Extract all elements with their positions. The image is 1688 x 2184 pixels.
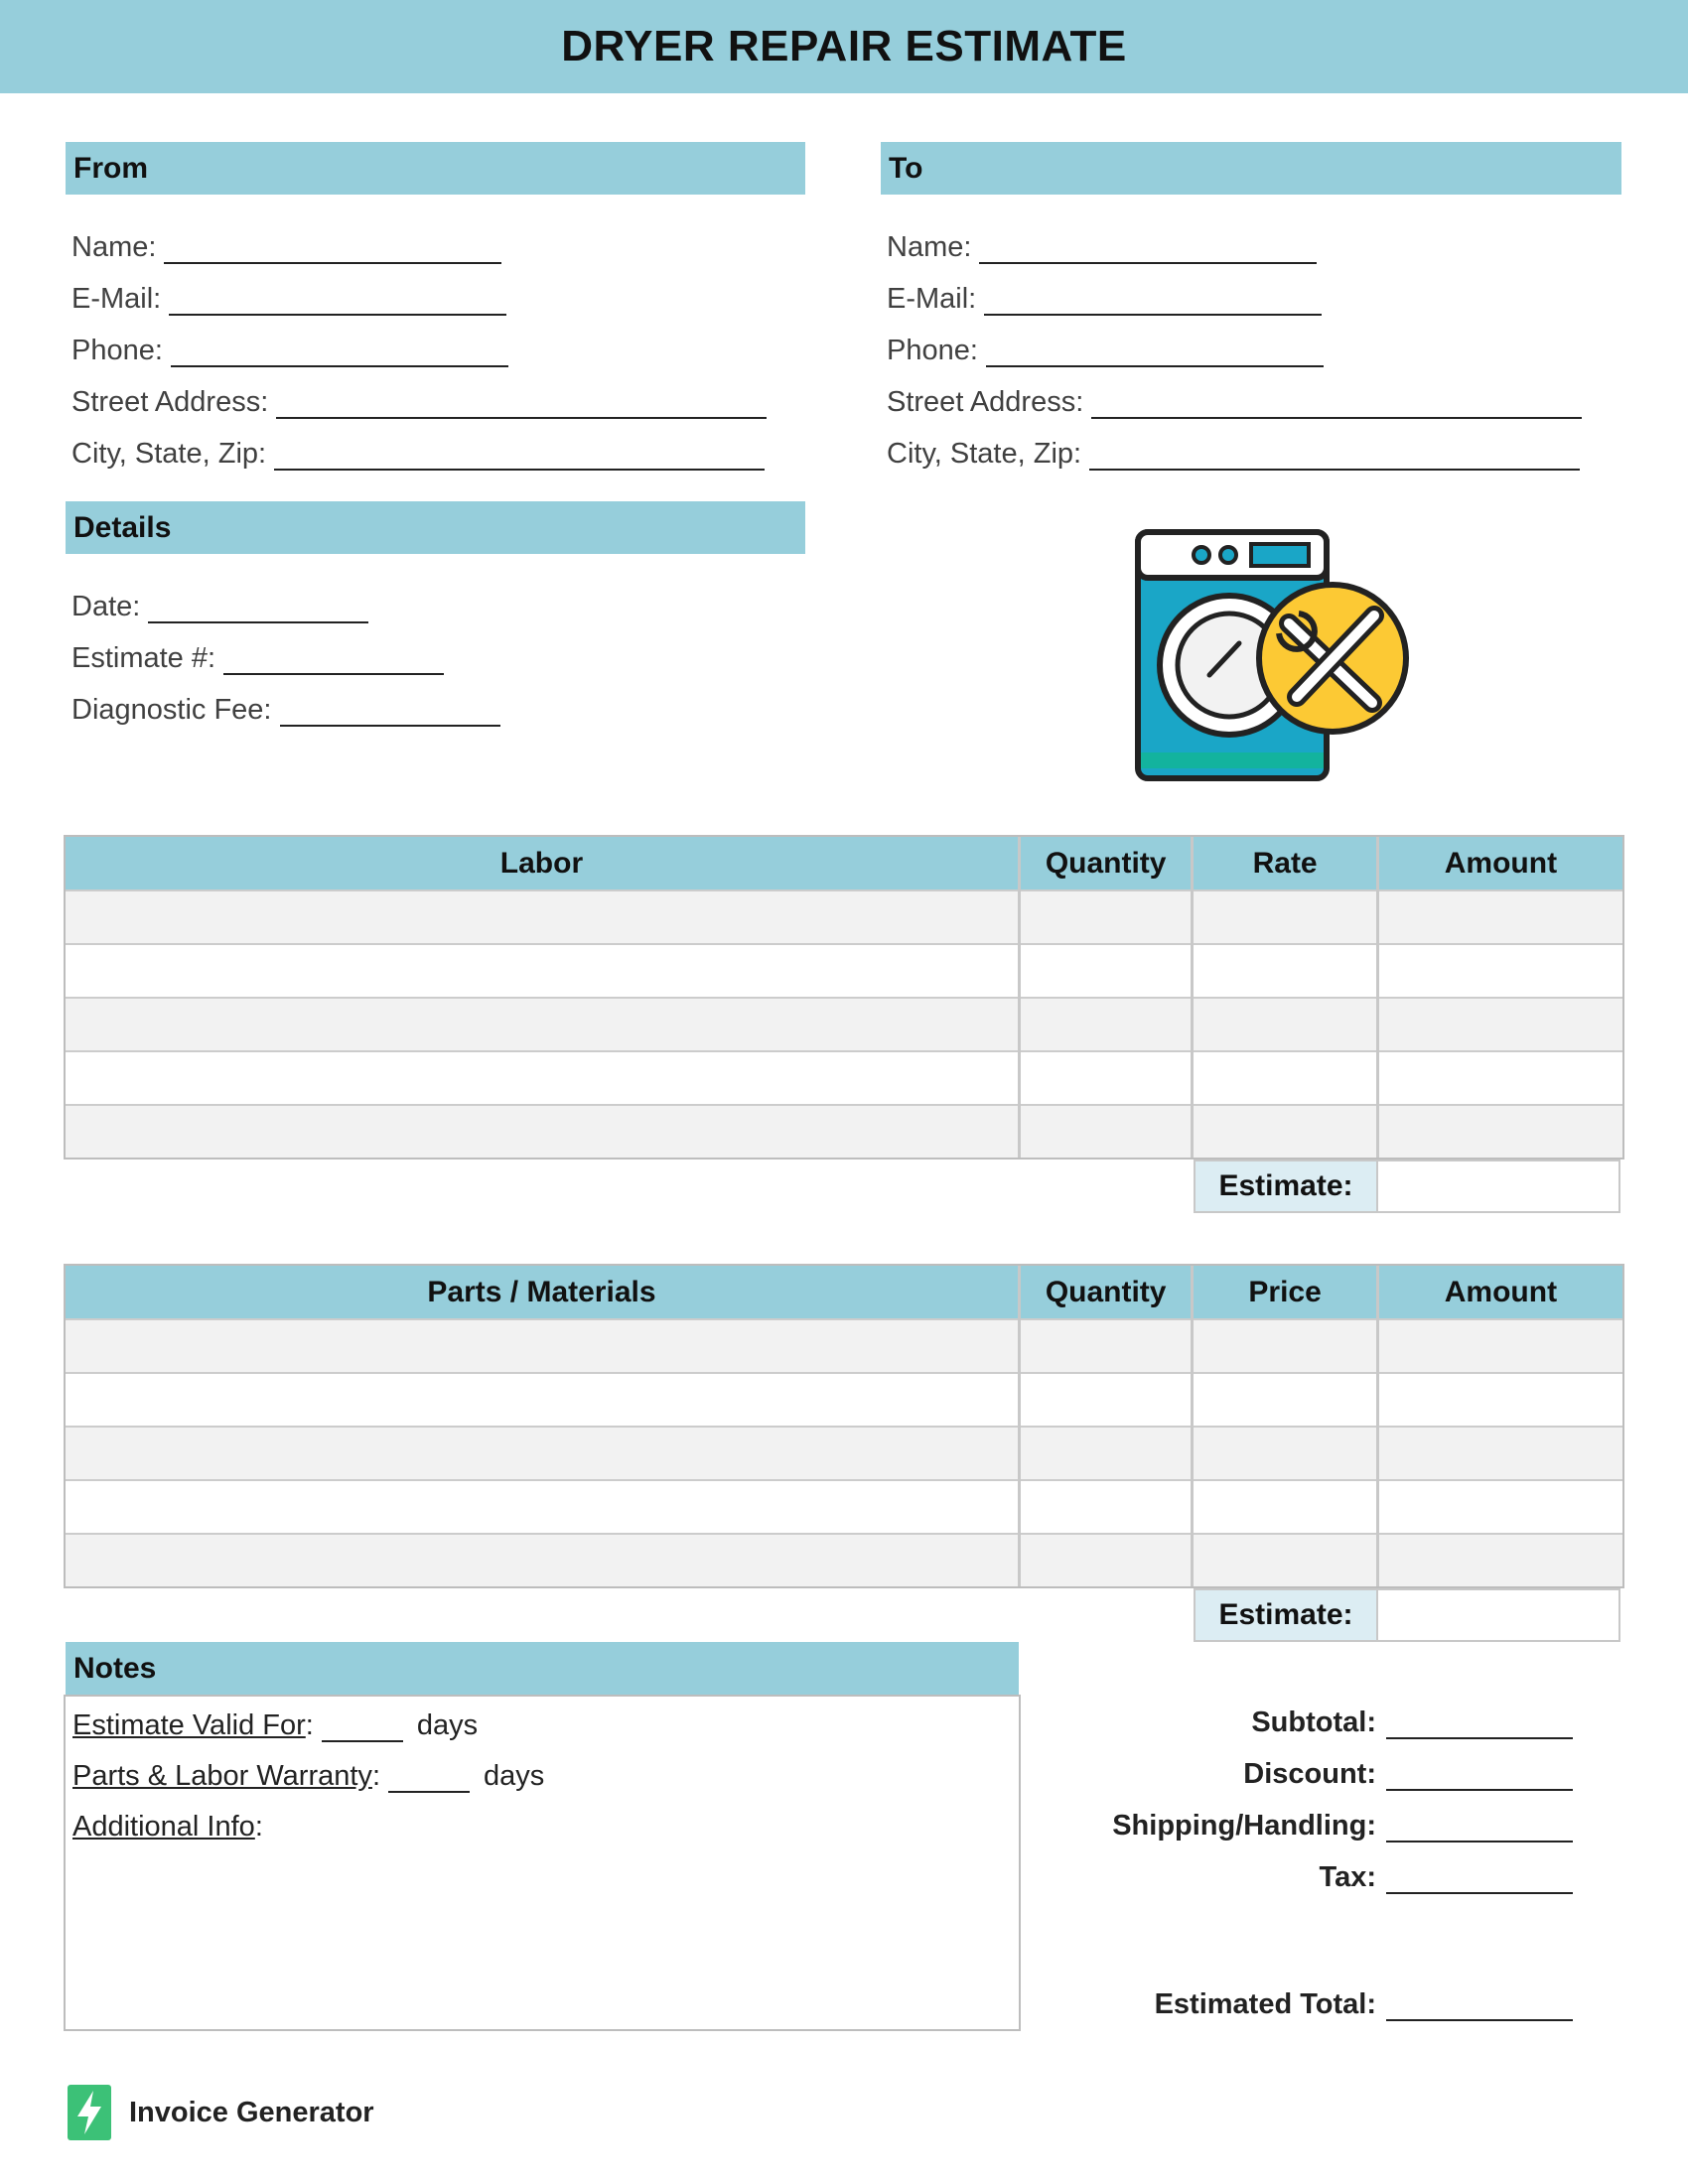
labor-amount-cell[interactable] — [1377, 890, 1622, 944]
parts-col-amount: Amount — [1377, 1266, 1622, 1319]
estimate-valid-colon: : — [305, 1709, 314, 1741]
to-email-line[interactable] — [984, 286, 1322, 316]
additional-info-label: Additional Info — [72, 1811, 255, 1843]
estimate-valid-blank[interactable] — [322, 1716, 403, 1742]
labor-table — [64, 835, 1624, 1160]
parts-estimate-box — [1194, 1588, 1620, 1642]
parts-col-materials: Parts / Materials — [66, 1266, 1019, 1319]
tax-line[interactable] — [1386, 1864, 1573, 1894]
parts-quantity-cell[interactable] — [1019, 1534, 1192, 1586]
to-heading: To — [881, 142, 1621, 195]
labor-estimate-label: Estimate: — [1194, 1160, 1378, 1213]
dryer-knob-icon — [1220, 547, 1236, 563]
parts-description-cell[interactable] — [66, 1319, 1019, 1373]
labor-col-amount: Amount — [1377, 837, 1622, 890]
table-row — [66, 1051, 1622, 1105]
brand-name: Invoice Generator — [129, 2096, 374, 2128]
labor-amount-cell[interactable] — [1377, 998, 1622, 1051]
details-fields — [71, 584, 806, 727]
dryer-base-stripe — [1141, 752, 1324, 768]
dryer-repair-icon — [1132, 526, 1410, 789]
estimated-total-line[interactable] — [1386, 1991, 1573, 2021]
from-street-label: Street Address: — [71, 386, 269, 418]
warranty-colon: : — [371, 1760, 380, 1792]
parts-description-cell[interactable] — [66, 1480, 1019, 1534]
parts-quantity-cell[interactable] — [1019, 1427, 1192, 1480]
subtotal-label: Subtotal: — [1251, 1706, 1376, 1738]
labor-col-labor: Labor — [66, 837, 1019, 890]
tax-row[interactable] — [1053, 1854, 1573, 1894]
parts-price-cell[interactable] — [1193, 1534, 1377, 1586]
from-phone-label: Phone: — [71, 335, 163, 366]
from-city-label: City, State, Zip: — [71, 438, 267, 470]
labor-amount-cell[interactable] — [1377, 1051, 1622, 1105]
diagnostic-fee-label: Diagnostic Fee: — [71, 694, 272, 726]
notes-content — [66, 1697, 1019, 1843]
tax-label: Tax: — [1319, 1861, 1376, 1893]
labor-rate-cell[interactable] — [1193, 998, 1377, 1051]
document-title: DRYER REPAIR ESTIMATE — [561, 22, 1127, 70]
estimate-number-field[interactable] — [71, 635, 806, 675]
shipping-label: Shipping/Handling: — [1112, 1810, 1376, 1842]
shipping-line[interactable] — [1386, 1813, 1573, 1843]
from-phone-field[interactable] — [71, 328, 806, 367]
from-name-field[interactable] — [71, 224, 806, 264]
labor-description-cell[interactable] — [66, 1105, 1019, 1158]
parts-description-cell[interactable] — [66, 1427, 1019, 1480]
parts-amount-cell[interactable] — [1377, 1319, 1622, 1373]
labor-quantity-cell[interactable] — [1019, 944, 1192, 998]
warranty-suffix: days — [484, 1760, 545, 1792]
to-name-field[interactable] — [887, 224, 1621, 264]
date-field[interactable] — [71, 584, 806, 623]
from-city-line[interactable] — [274, 441, 765, 471]
parts-price-cell[interactable] — [1193, 1319, 1377, 1373]
estimated-total-label: Estimated Total: — [1154, 1988, 1376, 2020]
dryer-display-icon — [1251, 544, 1309, 566]
labor-estimate-value[interactable] — [1378, 1160, 1620, 1213]
parts-header-row — [66, 1266, 1622, 1319]
parts-table — [64, 1264, 1624, 1588]
labor-quantity-cell[interactable] — [1019, 998, 1192, 1051]
table-row — [66, 944, 1622, 998]
to-street-label: Street Address: — [887, 386, 1084, 418]
from-email-line[interactable] — [169, 286, 506, 316]
subtotal-row[interactable] — [1053, 1700, 1573, 1739]
totals-block — [1053, 1700, 1573, 2021]
labor-amount-cell[interactable] — [1377, 944, 1622, 998]
labor-quantity-cell[interactable] — [1019, 890, 1192, 944]
to-phone-field[interactable] — [887, 328, 1621, 367]
parts-description-cell[interactable] — [66, 1534, 1019, 1586]
labor-col-quantity: Quantity — [1019, 837, 1192, 890]
from-email-field[interactable] — [71, 276, 806, 316]
labor-amount-cell[interactable] — [1377, 1105, 1622, 1158]
labor-quantity-cell[interactable] — [1019, 1105, 1192, 1158]
labor-quantity-cell[interactable] — [1019, 1051, 1192, 1105]
table-row — [66, 890, 1622, 944]
date-line[interactable] — [148, 594, 368, 623]
diagnostic-fee-field[interactable] — [71, 687, 806, 727]
subtotal-line[interactable] — [1386, 1709, 1573, 1739]
parts-price-cell[interactable] — [1193, 1427, 1377, 1480]
parts-col-price: Price — [1193, 1266, 1377, 1319]
parts-amount-cell[interactable] — [1377, 1480, 1622, 1534]
table-row — [66, 998, 1622, 1051]
from-fields — [71, 224, 806, 471]
labor-description-cell[interactable] — [66, 944, 1019, 998]
parts-col-quantity: Quantity — [1019, 1266, 1192, 1319]
labor-description-cell[interactable] — [66, 998, 1019, 1051]
to-name-line[interactable] — [979, 234, 1317, 264]
to-city-field[interactable] — [887, 431, 1621, 471]
estimate-valid-line — [72, 1697, 1019, 1742]
from-street-line[interactable] — [276, 389, 767, 419]
labor-col-rate: Rate — [1193, 837, 1377, 890]
estimate-valid-suffix: days — [416, 1709, 479, 1741]
estimate-number-line[interactable] — [223, 645, 444, 675]
footer-brand[interactable] — [68, 2085, 374, 2140]
additional-info-line — [72, 1793, 1019, 1843]
to-name-label: Name: — [887, 231, 972, 263]
diagnostic-fee-line[interactable] — [280, 697, 500, 727]
parts-price-cell[interactable] — [1193, 1480, 1377, 1534]
to-city-label: City, State, Zip: — [887, 438, 1082, 470]
from-email-label: E-Mail: — [71, 283, 162, 315]
table-row — [66, 1480, 1622, 1534]
labor-description-cell[interactable] — [66, 890, 1019, 944]
estimate-number-label: Estimate #: — [71, 642, 216, 674]
date-label: Date: — [71, 591, 141, 622]
from-city-field[interactable] — [71, 431, 806, 471]
parts-amount-cell[interactable] — [1377, 1427, 1622, 1480]
parts-quantity-cell[interactable] — [1019, 1319, 1192, 1373]
table-row — [66, 1534, 1622, 1586]
table-row — [66, 1427, 1622, 1480]
warranty-blank[interactable] — [388, 1767, 470, 1793]
parts-price-cell[interactable] — [1193, 1373, 1377, 1427]
parts-description-cell[interactable] — [66, 1373, 1019, 1427]
estimated-total-row[interactable] — [1053, 1981, 1573, 2021]
estimate-valid-label: Estimate Valid For — [72, 1709, 306, 1741]
table-row — [66, 1105, 1622, 1158]
from-name-line[interactable] — [164, 234, 501, 264]
parts-quantity-cell[interactable] — [1019, 1373, 1192, 1427]
to-email-field[interactable] — [887, 276, 1621, 316]
to-street-line[interactable] — [1091, 389, 1582, 419]
parts-amount-cell[interactable] — [1377, 1534, 1622, 1586]
parts-estimate-value[interactable] — [1378, 1588, 1620, 1642]
warranty-line — [72, 1742, 1019, 1793]
to-city-line[interactable] — [1089, 441, 1580, 471]
table-row — [66, 1319, 1622, 1373]
additional-info-colon: : — [254, 1811, 263, 1843]
from-street-field[interactable] — [71, 379, 806, 419]
parts-estimate-label: Estimate: — [1194, 1588, 1378, 1642]
from-heading: From — [66, 142, 805, 195]
to-street-field[interactable] — [887, 379, 1621, 419]
to-phone-line[interactable] — [986, 338, 1324, 367]
from-name-label: Name: — [71, 231, 157, 263]
labor-header-row — [66, 837, 1622, 890]
discount-line[interactable] — [1386, 1761, 1573, 1791]
to-phone-label: Phone: — [887, 335, 978, 366]
parts-quantity-cell[interactable] — [1019, 1480, 1192, 1534]
to-email-label: E-Mail: — [887, 283, 977, 315]
labor-rate-cell[interactable] — [1193, 1105, 1377, 1158]
notes-heading: Notes — [66, 1642, 1019, 1695]
labor-rate-cell[interactable] — [1193, 944, 1377, 998]
labor-table-grid — [66, 837, 1622, 1158]
labor-description-cell[interactable] — [66, 1051, 1019, 1105]
notes-box[interactable] — [64, 1695, 1021, 2031]
discount-label: Discount: — [1243, 1758, 1376, 1790]
from-phone-line[interactable] — [171, 338, 508, 367]
labor-rate-cell[interactable] — [1193, 890, 1377, 944]
parts-amount-cell[interactable] — [1377, 1373, 1622, 1427]
dryer-knob-icon — [1194, 547, 1209, 563]
to-fields — [887, 224, 1621, 471]
labor-rate-cell[interactable] — [1193, 1051, 1377, 1105]
lightning-bolt-icon — [68, 2085, 111, 2140]
labor-estimate-box — [1194, 1160, 1620, 1213]
table-row — [66, 1373, 1622, 1427]
shipping-row[interactable] — [1053, 1803, 1573, 1843]
parts-table-grid — [66, 1266, 1622, 1586]
discount-row[interactable] — [1053, 1751, 1573, 1791]
details-heading: Details — [66, 501, 805, 554]
warranty-label: Parts & Labor Warranty — [72, 1760, 372, 1792]
